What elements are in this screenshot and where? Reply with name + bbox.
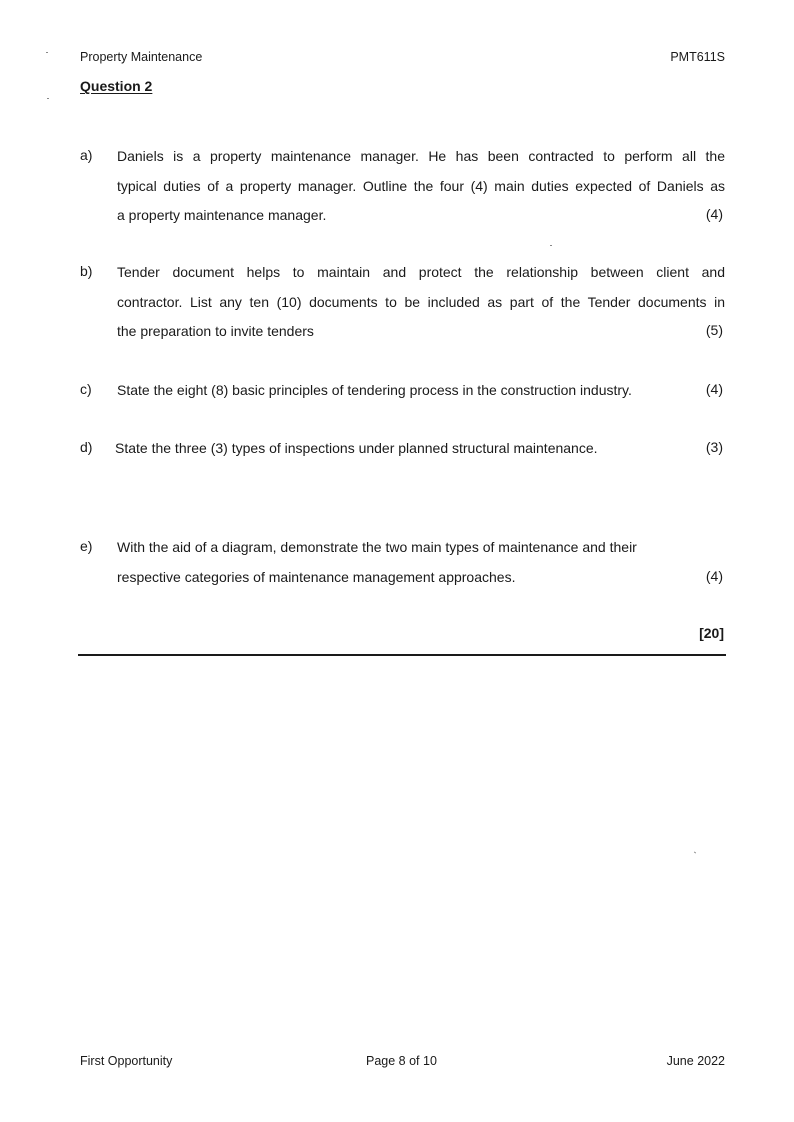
question-letter: b) bbox=[80, 263, 93, 279]
scan-speck bbox=[694, 851, 696, 853]
footer-page-number: Page 8 of 10 bbox=[366, 1054, 437, 1068]
question-text bbox=[117, 533, 677, 592]
question-letter: a) bbox=[80, 147, 93, 163]
question-text-line: Daniels is a property maintenance manager. He has been contracted to perform all the bbox=[117, 148, 725, 164]
question-marks: (4) bbox=[705, 568, 723, 584]
scan-speck bbox=[550, 245, 552, 246]
question-text-line: With the aid of a diagram, demonstrate the two main types of maintenance and their bbox=[117, 539, 637, 555]
question-text bbox=[117, 142, 725, 231]
question-marks: (5) bbox=[705, 322, 723, 338]
question-text-line: respective categories of maintenance management approaches. bbox=[117, 568, 516, 585]
scan-speck bbox=[46, 52, 48, 53]
question-marks: (3) bbox=[705, 439, 723, 455]
question-marks: (4) bbox=[705, 206, 723, 222]
question-text-line: State the three (3) types of inspections under planned structural maintenance. bbox=[115, 440, 598, 456]
question-letter: d) bbox=[80, 439, 93, 455]
question-text-line: the preparation to invite tenders bbox=[117, 323, 314, 339]
total-marks: [20] bbox=[699, 625, 724, 641]
footer-date: June 2022 bbox=[666, 1054, 725, 1068]
section-divider bbox=[78, 654, 726, 656]
question-text-line: contractor. List any ten (10) documents to be included as part of the Tender documents in bbox=[117, 293, 725, 310]
question-marks: (4) bbox=[705, 381, 723, 397]
question-text bbox=[117, 258, 725, 347]
footer-opportunity: First Opportunity bbox=[80, 1054, 173, 1068]
question-letter: e) bbox=[80, 538, 93, 554]
question-title: Question 2 bbox=[80, 78, 153, 94]
question-letter: c) bbox=[80, 381, 92, 397]
scan-speck bbox=[47, 98, 49, 99]
question-text bbox=[117, 376, 725, 406]
question-text-line: a property maintenance manager. bbox=[117, 207, 327, 223]
header-course-code: PMT611S bbox=[670, 50, 725, 64]
header-course-name: Property Maintenance bbox=[80, 50, 203, 64]
question-text-line: Tender document helps to maintain and protect the relationship between client and bbox=[117, 264, 725, 280]
question-text-line: State the eight (8) basic principles of tendering process in the construction industry. bbox=[117, 382, 632, 398]
question-text-line: typical duties of a property manager. Outline the four (4) main duties expected of Daniels as bbox=[117, 177, 725, 194]
question-text bbox=[115, 434, 723, 464]
